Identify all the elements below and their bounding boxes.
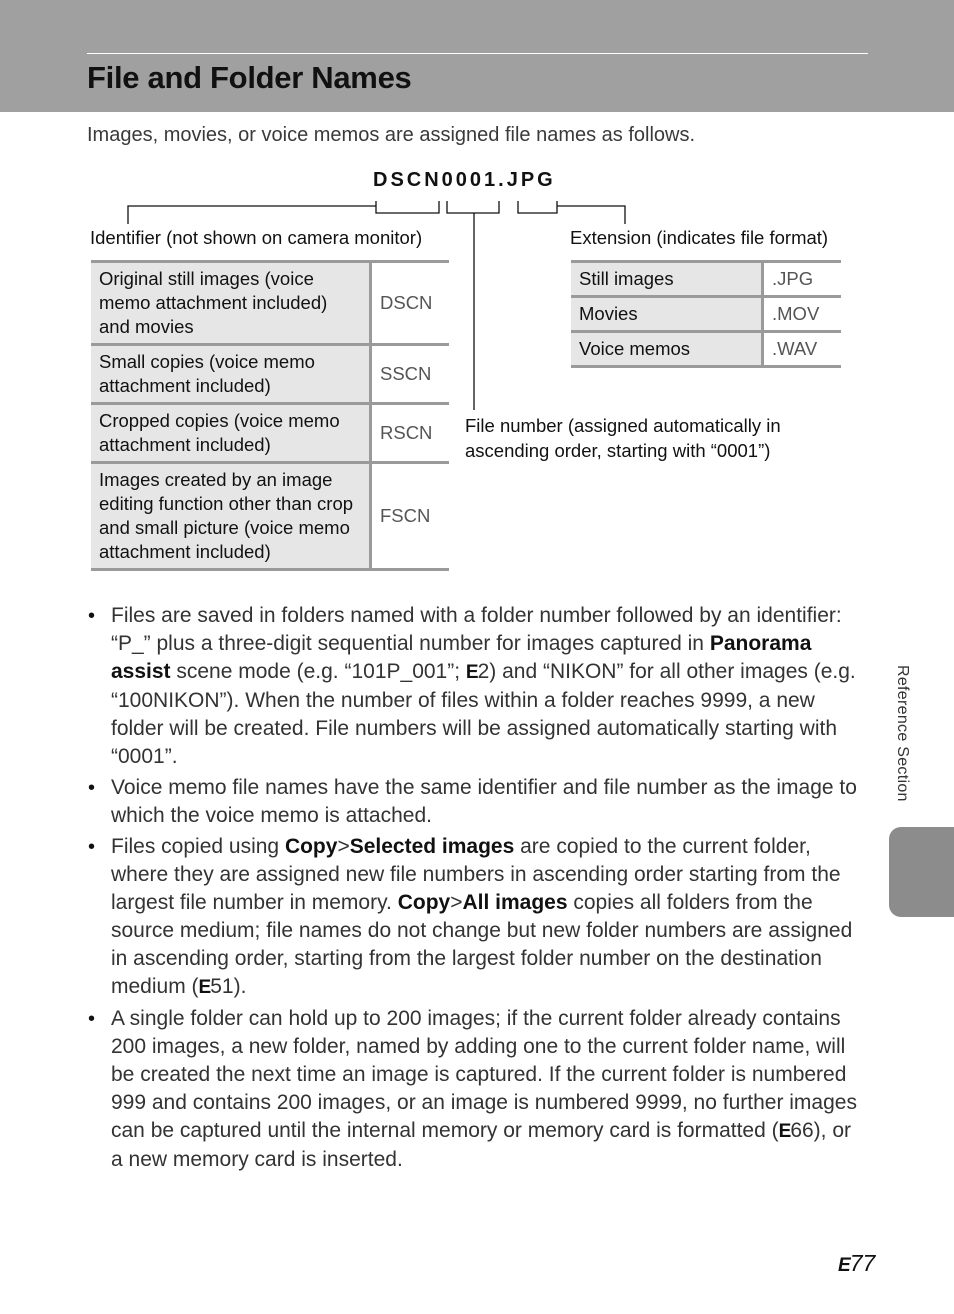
reference-icon: E [838, 1255, 850, 1276]
intro-text: Images, movies, or voice memos are assigned file names as follows. [87, 124, 696, 146]
text: scene mode (e.g. “101P_001”; [170, 660, 466, 683]
extension-code: .WAV [763, 332, 842, 367]
page-number-value: 77 [849, 1250, 876, 1276]
identifier-code: FSCN [371, 463, 450, 570]
bullet-icon: • [88, 1008, 96, 1030]
filename-example: DSCN0001.JPG [373, 169, 556, 191]
table-row [571, 297, 841, 332]
bullet-icon: • [88, 605, 96, 627]
notes-list [86, 602, 866, 1177]
page-title: File and Folder Names [87, 60, 412, 95]
text: are copied to the current folder, where they are assigned new file numbers in ascending order starting from the largest file number in memory. [111, 835, 841, 914]
bullet-icon: • [88, 836, 96, 858]
identifier-label: Identifier (not shown on camera monitor) [90, 227, 423, 248]
identifier-code: RSCN [371, 404, 450, 463]
identifier-table [91, 260, 449, 571]
list-item [86, 774, 866, 830]
table-row [91, 262, 449, 345]
reference-icon: E [778, 1121, 791, 1142]
identifier-desc: Cropped copies (voice memo attachment included) [91, 404, 371, 463]
text: Voice memo file names have the same identifier and file number as the image to which the voice memo is attached. [111, 776, 857, 827]
identifier-desc: Small copies (voice memo attachment included) [91, 345, 371, 404]
menu-term: All images [462, 891, 568, 914]
table-row [91, 463, 449, 570]
extension-desc: Movies [571, 297, 763, 332]
menu-term: Copy [397, 891, 451, 914]
extension-label: Extension (indicates file format) [570, 227, 829, 248]
identifier-code: DSCN [371, 262, 450, 345]
extension-desc: Voice memos [571, 332, 763, 367]
page-number [838, 1250, 875, 1277]
separator: > [337, 835, 350, 858]
identifier-desc: Images created by an image editing function other than crop and small picture (voice memo attachment included) [91, 463, 371, 570]
extension-code: .JPG [763, 262, 842, 297]
text: Files copied using [111, 835, 285, 858]
list-item [86, 602, 866, 771]
reference-icon: E [465, 662, 478, 683]
file-number-label-line2: ascending order, starting with “0001”) [465, 440, 771, 461]
section-side-label: Reference Section [894, 665, 911, 802]
text: A single folder can hold up to 200 images; if the current folder already contains 200 images, a new folder, named by adding one to the current folder name, will be created the next time an image is captured. If the current folder is numbered 999 and contains 200 images, or an image is numbered 9999, no further images can be captured until the internal memory or memory card is formatted ( [111, 1007, 857, 1142]
table-row [91, 345, 449, 404]
text: copies all folders from the source medium; file names do not change but new folder numbers are assigned in ascending order, starting from the largest folder number on the destination medium ( [111, 891, 853, 998]
reference-icon: E [198, 977, 211, 998]
file-number-label-line1: File number (assigned automatically in [465, 415, 781, 436]
identifier-code: SSCN [371, 345, 450, 404]
extension-table [571, 260, 841, 368]
menu-term: Selected images [349, 835, 515, 858]
text: 66), or a new memory card is inserted. [111, 1119, 852, 1171]
menu-term: Copy [284, 835, 338, 858]
table-row [571, 262, 841, 297]
text: 2) and “NIKON” for all other images (e.g. “100NIKON”). When the number of files within a folder reaches 9999, a new folder will be created. File numbers will be assigned automatically starting with “0001”. [111, 660, 856, 768]
extension-desc: Still images [571, 262, 763, 297]
bullet-icon: • [88, 777, 96, 799]
file-number-label [465, 413, 781, 463]
extension-code: .MOV [763, 297, 842, 332]
section-tab [889, 827, 954, 917]
separator: > [450, 891, 463, 914]
list-item [86, 1005, 866, 1174]
identifier-desc: Original still images (voice memo attachment included) and movies [91, 262, 371, 345]
table-row [91, 404, 449, 463]
text: 51). [210, 975, 247, 998]
list-item [86, 833, 866, 1002]
table-row [571, 332, 841, 367]
menu-term: Panorama assist [111, 632, 812, 683]
text: Files are saved in folders named with a folder number followed by an identifier: “P_” plus a three-digit sequential number for images captured in [111, 604, 842, 655]
